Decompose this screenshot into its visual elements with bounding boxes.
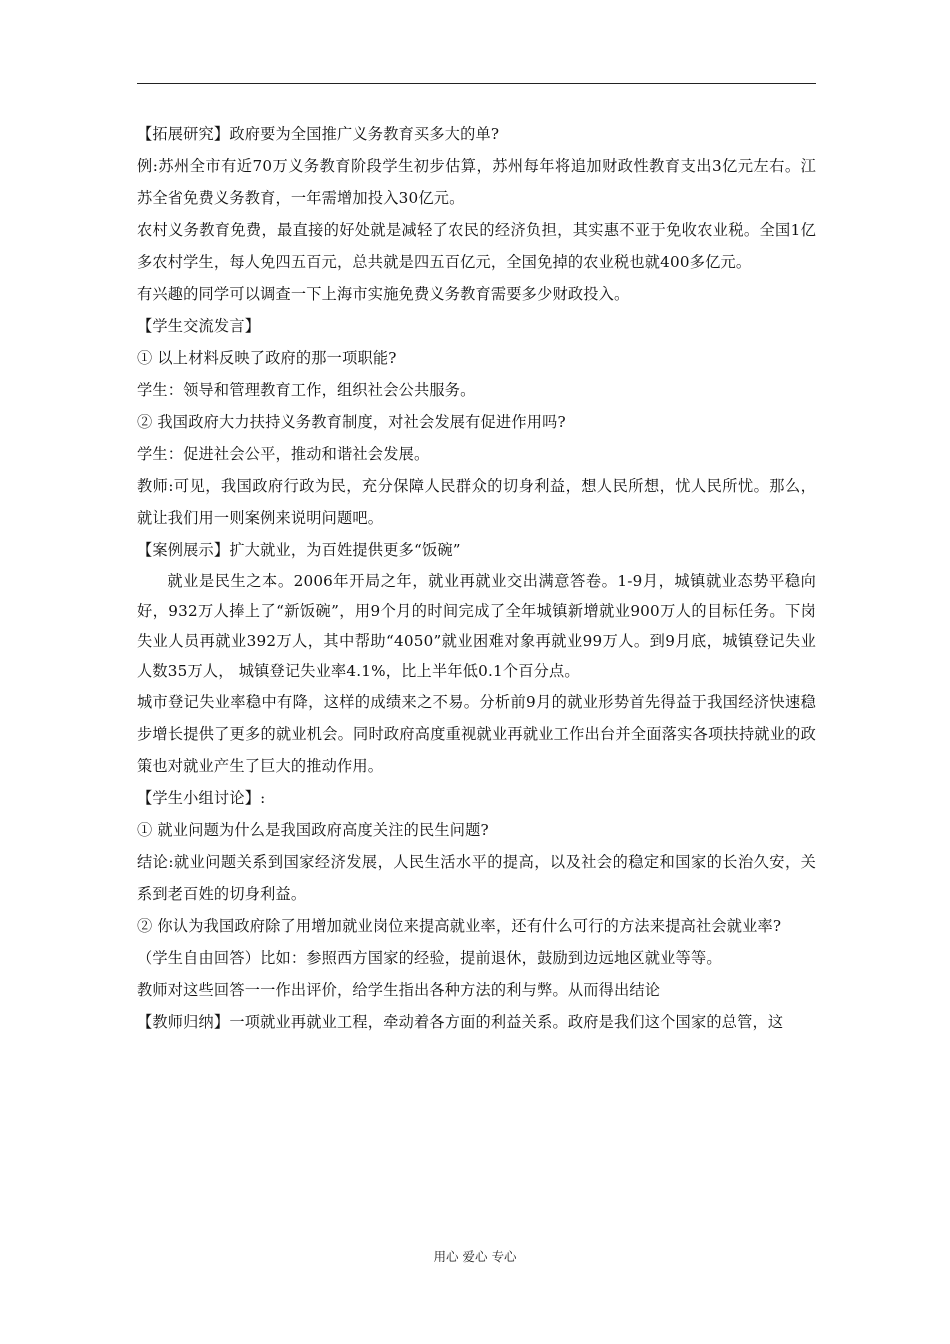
section-heading-case-study: 【案例展示】扩大就业，为百姓提供更多“饭碗” (137, 541, 461, 559)
paragraph-suzhou-example: 例:苏州全市有近70万义务教育阶段学生初步估算，苏州每年将追加财政性教育支出3亿元左右。江苏全省免费义务教育，一年需增加投入30亿元。 (137, 157, 816, 207)
document-body (137, 118, 816, 1038)
section-heading-student-exchange: 【学生交流发言】 (137, 317, 261, 335)
discussion-question-2: ② 你认为我国政府除了用增加就业岗位来提高就业率，还有什么可行的方法来提高社会就业率? (137, 917, 782, 935)
page-footer: 用心 爱心 专心 (433, 1249, 517, 1264)
question-2: ② 我国政府大力扶持义务教育制度，对社会发展有促进作用吗? (137, 413, 566, 431)
paragraph-shanghai-survey: 有兴趣的同学可以调查一下上海市实施免费义务教育需要多少财政投入。 (137, 285, 630, 303)
teacher-remark: 教师:可见，我国政府行政为民，充分保障人民群众的切身利益，想人民所想，忧人民所忧。那么，就让我们用一则案例来说明问题吧。 (137, 477, 816, 527)
section-heading-extension-study: 【拓展研究】政府要为全国推广义务教育买多大的单? (137, 125, 500, 143)
discussion-conclusion: 结论:就业问题关系到国家经济发展，人民生活水平的提高，以及社会的稳定和国家的长治久安，关系到老百姓的切身利益。 (137, 853, 816, 903)
question-1: ① 以上材料反映了政府的那一项职能? (137, 349, 397, 367)
section-heading-teacher-summary: 【教师归纳】一项就业再就业工程，牵动着各方面的利益关系。政府是我们这个国家的总管，这 (137, 1013, 784, 1031)
discussion-question-1: ① 就业问题为什么是我国政府高度关注的民生问题? (137, 821, 489, 839)
teacher-evaluation: 教师对这些回答一一作出评价，给学生指出各种方法的利与弊。从而得出结论 (137, 981, 661, 999)
answer-2: 学生：促进社会公平，推动和谐社会发展。 (137, 445, 430, 463)
header-rule (137, 83, 816, 84)
answer-1: 学生：领导和管理教育工作，组织社会公共服务。 (137, 381, 476, 399)
section-heading-group-discussion: 【学生小组讨论】: (137, 789, 266, 807)
paragraph-rural-education: 农村义务教育免费，最直接的好处就是减轻了农民的经济负担，其实惠不亚于免收农业税。全国1亿多农村学生，每人免四五百元，总共就是四五百亿元，全国免掉的农业税也就400多亿元。 (137, 221, 816, 271)
student-free-answer: （学生自由回答）比如：参照西方国家的经验，提前退休，鼓励到边远地区就业等等。 (137, 949, 722, 967)
paragraph-employment-analysis: 城市登记失业率稳中有降，这样的成绩来之不易。分析前9月的就业形势首先得益于我国经济快速稳步增长提供了更多的就业机会。同时政府高度重视就业再就业工作出台并全面落实各项扶持就业的政策也对就业产生了巨大的推动作用。 (137, 693, 816, 775)
paragraph-employment-report: 就业是民生之本。2006年开局之年，就业再就业交出满意答卷。1-9月，城镇就业态势平稳向好，932万人捧上了“新饭碗”，用9个月的时间完成了全年城镇新增就业900万人的目标任务。下岗失业人员再就业392万人，其中帮助“4050”就业困难对象再就业99万人。到9月底，城镇登记失业人数35万人， 城镇登记失业率4.1%，比上半年低0.1个百分点。 (137, 572, 816, 680)
